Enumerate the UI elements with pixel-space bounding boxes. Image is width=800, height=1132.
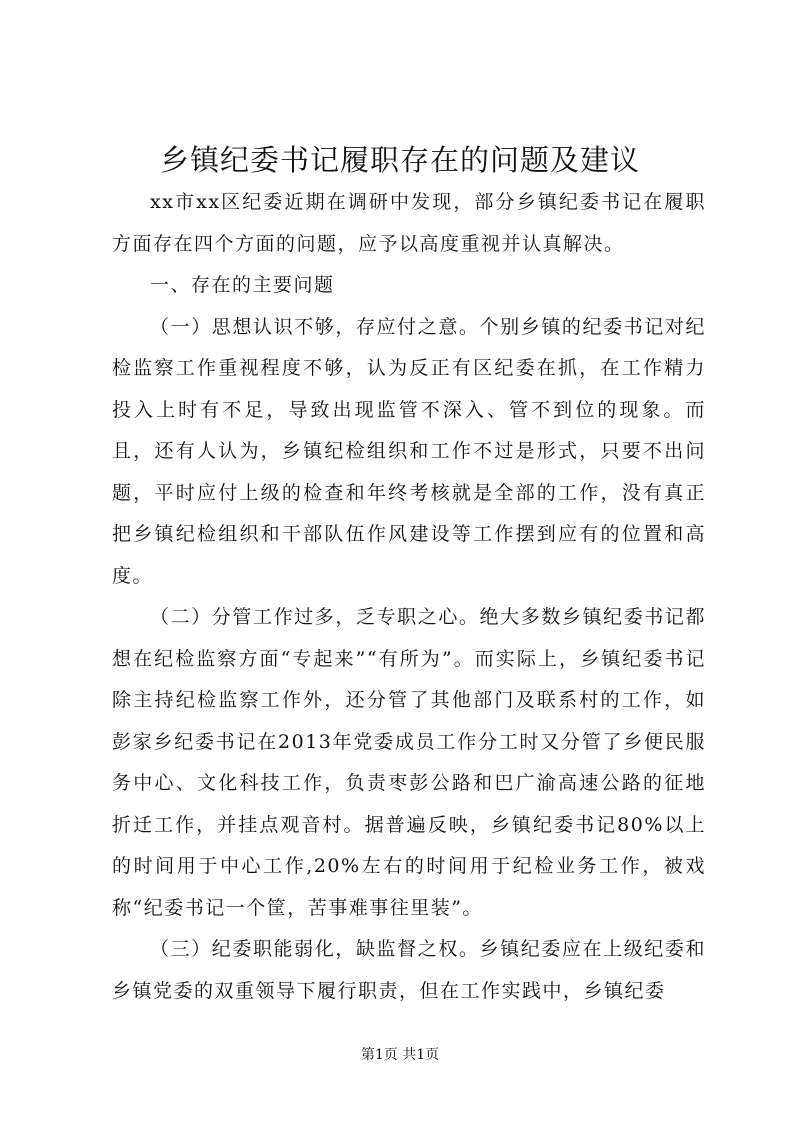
section-heading: 一、存在的主要问题 <box>150 274 335 296</box>
paragraph-intro: xx市xx区纪委近期在调研中发现，部分乡镇纪委书记在履职方面存在四个方面的问题，应予以高度重视并认真解决。 <box>112 191 706 255</box>
paragraph-issue-1: （一）思想认识不够，存应付之意。个别乡镇的纪委书记对纪检监察工作重视程度不够，认为反正有区纪委在抓，在工作精力投入上时有不足，导致出现监管不深入、管不到位的现象。而且，还有人认为，乡镇纪检组织和工作不过是形式，只要不出问题，平时应付上级的检查和年终考核就是全部的工作，没有真正把乡镇纪检组织和干部队伍作风建设等工作摆到应有的位置和高度。 <box>112 315 706 587</box>
page-footer: 第1页 共1页 <box>360 1047 440 1063</box>
paragraph-issue-2: （二）分管工作过多，乏专职之心。绝大多数乡镇纪委书记都想在纪检监察方面“专起来”“有所为”。而实际上，乡镇纪委书记除主持纪检监察工作外，还分管了其他部门及联系村的工作，如彭家乡纪委书记在2013年党委成员工作分工时又分管了乡便民服务中心、文化科技工作，负责枣彭公路和巴广渝高速公路的征地折迁工作，并挂点观音村。据普遍反映，乡镇纪委书记80%以上的时间用于中心工作,20%左右的时间用于纪检业务工作，被戏称“纪委书记一个筐，苦事难事往里装”。 <box>112 606 706 919</box>
paragraph-issue-3: （三）纪委职能弱化，缺监督之权。乡镇纪委应在上级纪委和乡镇党委的双重领导下履行职责，但在工作实践中，乡镇纪委 <box>112 938 706 1002</box>
document-title: 乡镇纪委书记履职存在的问题及建议 <box>159 143 640 177</box>
document-body <box>112 182 706 1012</box>
